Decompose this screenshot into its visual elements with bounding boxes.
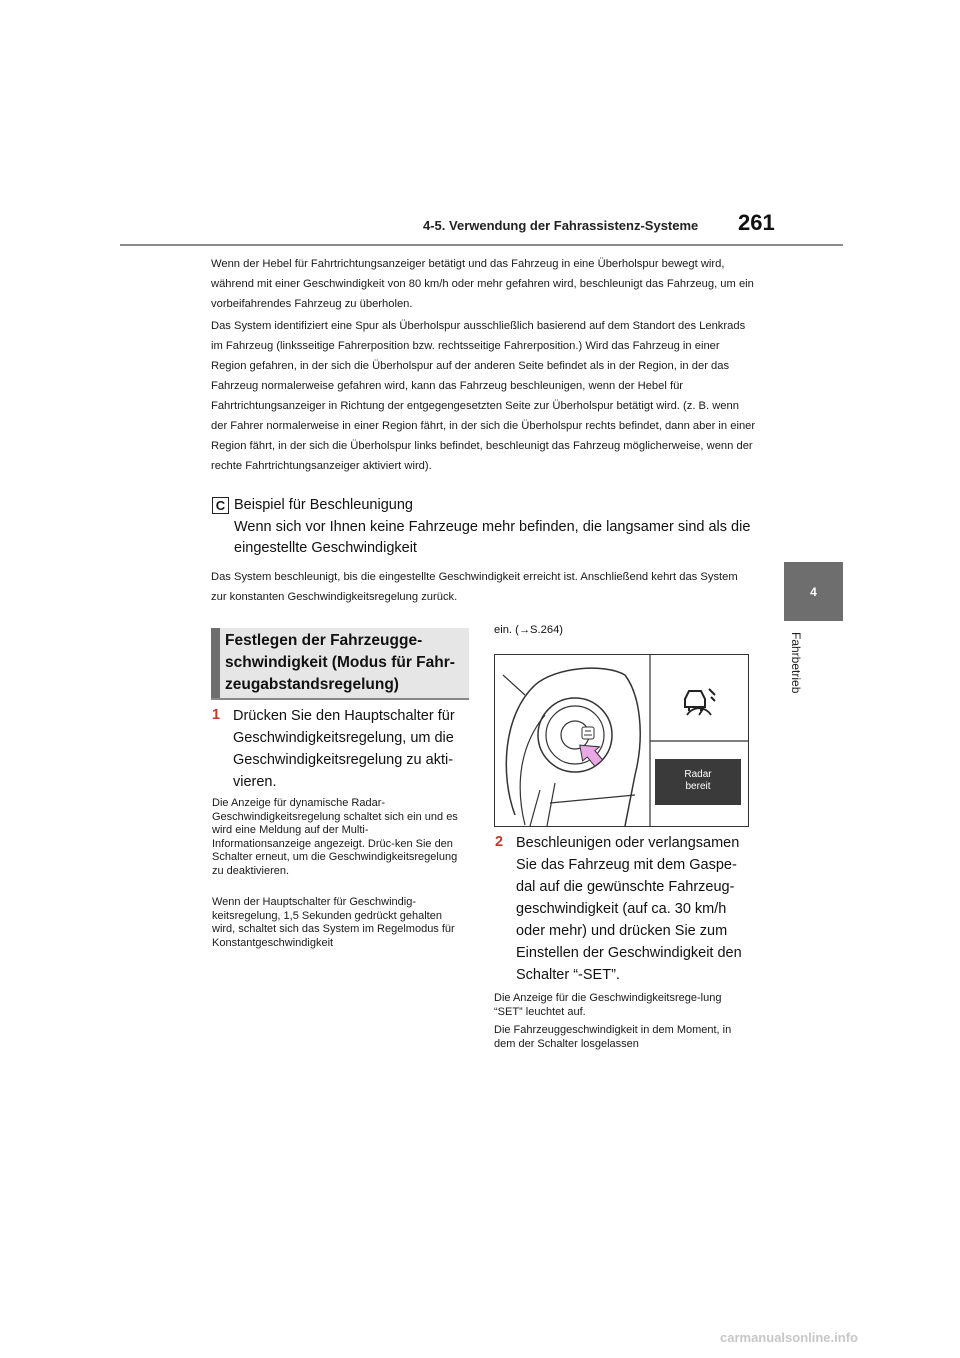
section-heading-bar [211,628,220,698]
paragraph-acceleration-result: Das System beschleunigt, bis die eingestellte Geschwindigkeit erreicht ist. Anschließend kehrt das System zur konstanten Geschwindigkeitsregelung zurück. [211,571,738,603]
example-title: Beispiel für Beschleunigung [234,497,413,513]
step-1-text: Drücken Sie den Hauptschalter für Geschwindigkeitsregelung, um die Geschwindigkeitsregelung zu akti-vieren. [233,708,455,790]
example-description: Wenn sich vor Ihnen keine Fahrzeuge mehr befinden, die langsamer sind als die eingestellte Geschwindigkeit [234,519,751,556]
watermark: carmanualsonline.info [720,1330,858,1345]
chapter-number: 4 [810,584,817,599]
step-1-note-hold: Wenn der Hauptschalter für Geschwindig-keitsregelung, 1,5 Sekunden gedrückt gehalten wird, schaltet sich das System im Regelmodus für Konstantgeschwindigkeit [212,896,455,949]
radar-cruise-icon [685,689,715,715]
step-1-note-indicator: Die Anzeige für dynamische Radar-Geschwindigkeitsregelung schaltet sich ein und es wird eine Meldung auf der Multi-Informationsanzeige angezeigt. Drüc-ken Sie den Schalter erneut, um die Geschwindigkeitsregelung zu deaktivieren. [212,797,458,877]
paragraph-overtaking: Wenn der Hebel für Fahrtrichtungsanzeiger betätigt und das Fahrzeug in eine Überholspur bewegt wird, während mit einer Geschwindigkeit von 80 km/h oder mehr gefahren wird, beschleunigt das Fahrzeug, um ein vorbeifahrendes Fahrzeug zu überholen. [211,258,754,310]
display-line-1: Radar [684,769,712,780]
section-heading-underline [211,698,469,700]
display-message [655,769,741,793]
page-number: 261 [738,210,775,235]
paragraph-lane-identification: Das System identifiziert eine Spur als Überholspur ausschließlich basierend auf dem Standort des Lenkrads im Fahrzeug (linksseitige Fahrerposition bzw. rechtsseitige Fahrerposition.) Wird das Fahrzeug in einer Region gefahren, in der sich die Überholspur auf der anderen Seite befindet als in der Region, in der das Fahrzeug normalerweise gefahren wird, kann das Fahrzeug beschleunigen, wenn der Hebel für Fahrtrichtungsanzeiger in Richtung der entgegengesetzten Seite zur Überholspur betätigt wird. (z. B. wenn der Fahrer normalerweise in einer Region fährt, in der sich die Überholspur rechts befindet, dann aber in einer Region fährt, in der sich die Überholspur links befindet, beschleunigt das Fahrzeug möglicherweise, wenn der rechte Fahrtrichtungsanzeiger aktiviert wird). [211,320,756,472]
chapter-label: Fahrbetrieb [789,632,803,694]
pointer-arrow-icon [574,736,608,770]
section-heading-title: Festlegen der Fahrzeugge-schwindigkeit (Modus für Fahr-zeugabstandsregelung) [225,632,455,693]
illustration-svg [495,655,748,826]
step-2-note-speed: Die Fahrzeuggeschwindigkeit in dem Moment, in dem der Schalter losgelassen [494,1024,732,1050]
step-2-number: 2 [495,834,504,850]
header-divider [120,244,843,246]
step-2-text: Beschleunigen oder verlangsamen Sie das Fahrzeug mit dem Gaspe-dal auf die gewünschte Fahrzeug-geschwindigkeit (auf ca. 30 km/h oder mehr) und drücken Sie zum Einstellen der Geschwindigkeit den Schalter “-SET”. [516,835,742,983]
steering-wheel-illustration [494,654,749,827]
section-header-title: 4-5. Verwendung der Fahrassistenz-Systeme [423,218,699,233]
example-label-c: C [212,497,229,514]
note-continuation: ein. (→S.264) [494,624,564,636]
step-2-note-set-indicator: Die Anzeige für die Geschwindigkeitsrege-lung “SET” leuchtet auf. [494,992,722,1018]
chapter-tab [784,562,843,621]
step-1-number: 1 [212,707,221,723]
display-line-2: bereit [685,781,711,792]
